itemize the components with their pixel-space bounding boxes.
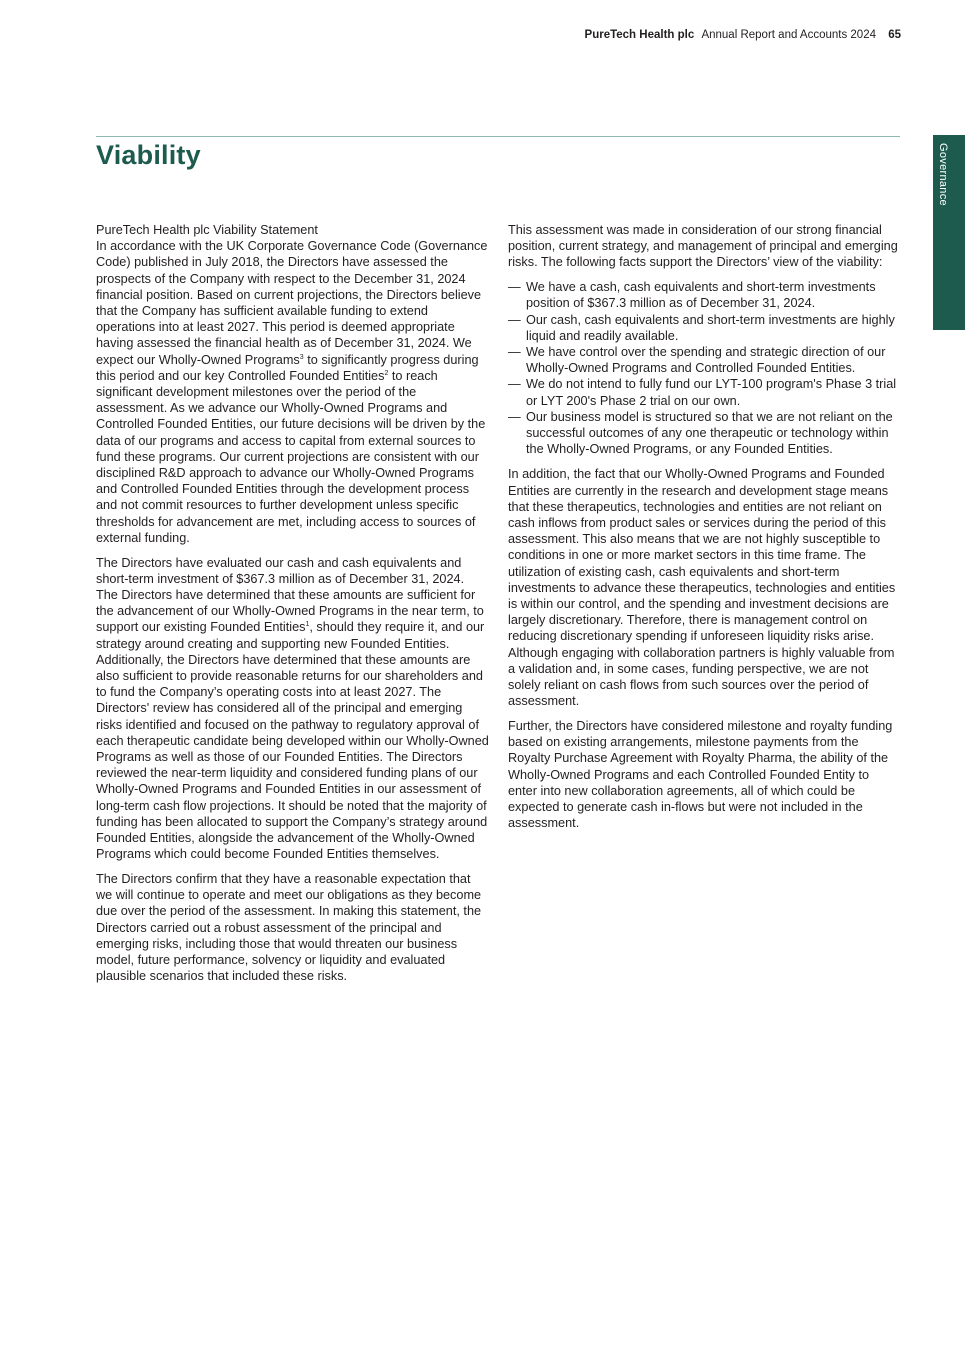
- title-divider: [96, 136, 900, 137]
- paragraph-cash-text-b: , should they require it, and our strategy around creating and supporting new Founded Entities. Additionally, the Directors have determined that these amounts are also sufficient to provide reasonable returns for our shareholders and to fund the Company’s operating costs into at least 2027. The Directors' review has considered all of the principal and emerging risks identified and focused on the pathway to regulatory approval of each therapeutic candidate being developed within our Wholly-Owned Programs as well as those of our Founded Entities. The Directors reviewed the near-term liquidity and considered funding plans of our Wholly-Owned Programs and Founded Entities in our assessment of long-term cash flow projections. It should be noted that the majority of funding has been allocated to support the Company’s strategy around Founded Entities, alongside the advancement of the Wholly-Owned Programs which could become Founded Entities themselves.: [96, 620, 489, 862]
- paragraph-intro-text-c: to reach significant development milestones over the period of the assessment. As we advance our Wholly-Owned Programs and Controlled Founded Entities, our future decisions will be driven by the data of our programs and access to capital from external sources to fund these programs. Our current projections are consistent with our disciplined R&D approach to advance our Wholly-Owned Programs and Controlled Founded Entities through the development process and not commit resources to further development unless specific thresholds for advancement are met, including access to sources of external funding.: [96, 368, 486, 545]
- paragraph-assessment-intro: This assessment was made in consideration of our strong financial position, current strategy, and management of principal and emerging risks. The following facts support the Directors’ view of the viability:: [508, 223, 898, 270]
- right-column: [508, 222, 901, 840]
- paragraph-cash-text-a: The Directors have evaluated our cash and cash equivalents and short-term investment of $367.3 million as of December 31, 2024. The Directors have determined that these amounts are sufficient for the advancement of our Wholly-Owned Programs in the near term, to support our existing Founded Entities: [96, 555, 484, 635]
- paragraph-intro-text-a: In accordance with the UK Corporate Governance Code (Governance Code) published in July 2018, the Directors have assessed the prospects of the Company with respect to the December 31, 2024 financial position. Based on current projections, the Directors believe that the Company has sufficient available funding to extend operations into at least 2027. This period is deemed appropriate having assessed the financial health as of December 31, 2024. We expect our Wholly-Owned Programs: [96, 239, 488, 367]
- paragraph-cash-evaluation: [96, 555, 489, 863]
- page-title: Viability: [96, 140, 201, 170]
- list-item: — We do not intend to fully fund our LYT-100 program's Phase 3 trial or LYT 200's Phase 2 trial on our own.: [508, 376, 901, 408]
- footnote-ref: 3: [299, 353, 304, 361]
- section-side-tab: [933, 135, 965, 330]
- running-header: [585, 29, 901, 41]
- paragraph-intro-text-b: to significantly progress during this period and our key Controlled Founded Entities: [96, 352, 479, 383]
- list-item: — We have control over the spending and strategic direction of our Wholly-Owned Programs and Controlled Founded Entities.: [508, 344, 901, 376]
- header-report-title: Annual Report and Accounts 2024: [701, 29, 876, 41]
- footnote-ref: 2: [384, 369, 389, 377]
- list-item: — We have a cash, cash equivalents and short-term investments position of $367.3 million as of December 31, 2024.: [508, 279, 901, 311]
- list-item: — Our business model is structured so that we are not reliant on the successful outcomes of any one therapeutic or technology within the Wholly-Owned Programs, or any Founded Entities.: [508, 409, 901, 458]
- list-item: — Our cash, cash equivalents and short-term investments are highly liquid and readily available.: [508, 312, 901, 344]
- paragraph-milestones: Further, the Directors have considered milestone and royalty funding based on existing arrangements, milestone payments from the Royalty Purchase Agreement with Royalty Pharma, the ability of the Wholly-Owned Programs and each Controlled Founded Entity to enter into new collaboration agreements, all of which could be expected to generate cash in-flows but were not included in the assessment.: [508, 718, 893, 831]
- header-company: PureTech Health plc: [584, 29, 695, 41]
- left-column: [96, 222, 489, 993]
- footnote-ref: 1: [305, 621, 310, 629]
- section-subheading: PureTech Health plc Viability Statement: [96, 223, 318, 237]
- page-number: 65: [888, 29, 901, 41]
- paragraph-intro: [96, 222, 489, 546]
- paragraph-confirmation: The Directors confirm that they have a reasonable expectation that we will continue to operate and meet our obligations as they become due over the period of the assessment. In making this statement, the Directors carried out a robust assessment of the principal and emerging risks, including those that would threaten our business model, future performance, solvency or liquidity and evaluated plausible scenarios that included these risks.: [96, 871, 482, 984]
- section-side-tab-label: Governance: [937, 143, 949, 206]
- viability-facts-list: [508, 279, 901, 457]
- paragraph-development-stage: In addition, the fact that our Wholly-Owned Programs and Founded Entities are currently in the research and development stage means that these therapeutics, technologies and entities are not reliant on cash inflows from product sales or services during the period of this assessment. This also means that we are not highly susceptible to conditions in one or more market sectors in this time frame. The utilization of existing cash, cash equivalents and short-term investments to advance these therapeutics, technologies and entities is within our control, and the spending and investment decisions are largely discretionary. Therefore, there is management control on reducing discretionary spending if unforeseen liquidity risks arise. Although engaging with collaboration partners is highly valuable from a validation and, in some cases, funding perspective, we are not solely reliant on cash flows from such sources over the period of assessment.: [508, 467, 896, 709]
